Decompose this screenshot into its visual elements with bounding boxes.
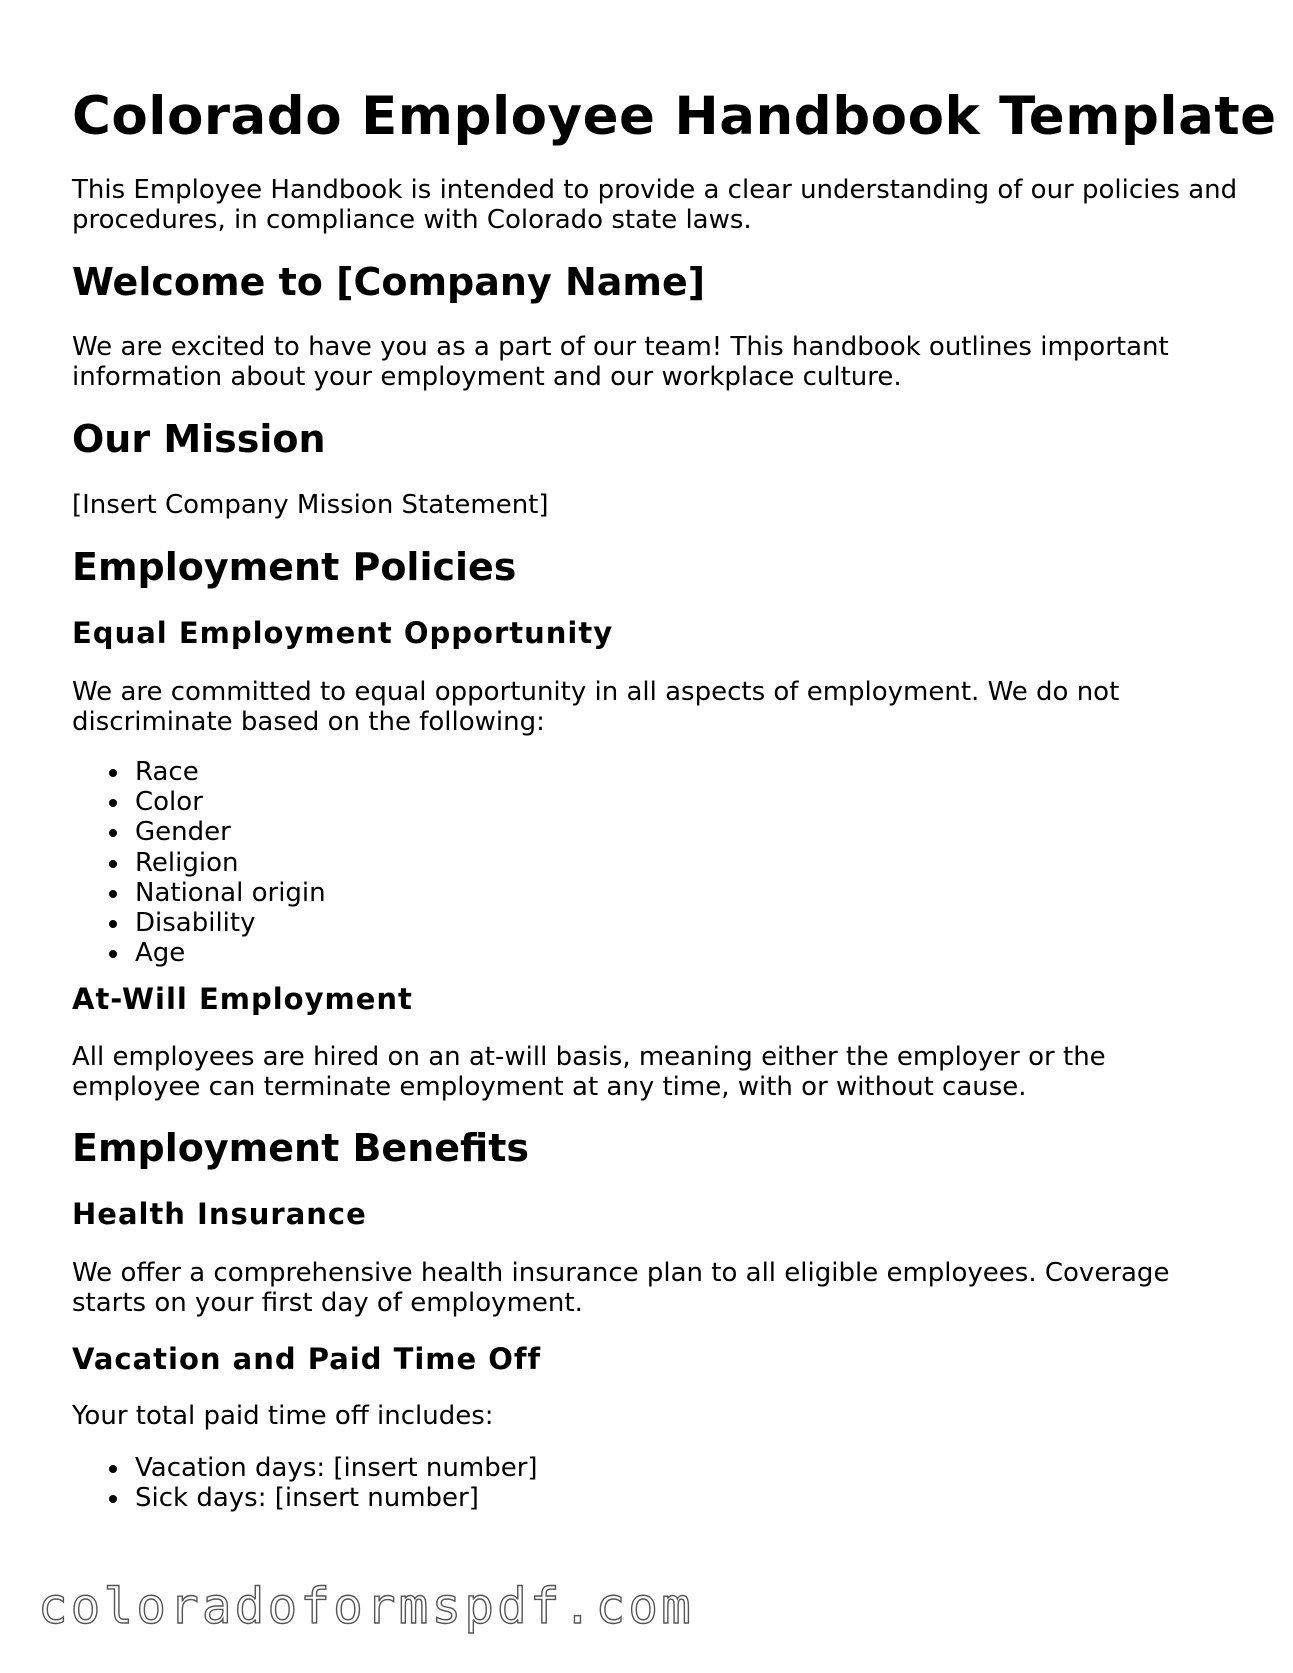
eeo-paragraph: We are committed to equal opportunity in all aspects of employment. We do not discriminate based on the following: (72, 677, 1120, 737)
list-item: Age (72, 938, 326, 968)
pto-list (72, 1453, 538, 1513)
intro-paragraph: This Employee Handbook is intended to provide a clear understanding of our policies and procedures, in compliance with Colorado state laws. (72, 175, 1238, 235)
employment-benefits-heading: Employment Benefits (72, 1126, 529, 1170)
list-item: Race (72, 757, 326, 787)
list-item: National origin (72, 878, 326, 908)
list-item: Disability (72, 908, 326, 938)
health-insurance-heading: Health Insurance (72, 1197, 367, 1231)
at-will-heading: At-Will Employment (72, 982, 413, 1016)
list-item: Color (72, 787, 326, 817)
welcome-heading: Welcome to [Company Name] (72, 260, 706, 304)
list-item: Religion (72, 848, 326, 878)
list-item: Vacation days: [insert number] (72, 1453, 538, 1483)
page-title: Colorado Employee Handbook Template (72, 86, 1277, 147)
list-item: Sick days: [insert number] (72, 1483, 538, 1513)
pto-heading: Vacation and Paid Time Off (72, 1342, 542, 1376)
list-item: Gender (72, 817, 326, 847)
at-will-paragraph: All employees are hired on an at-will basis, meaning either the employer or the employee can terminate employment at any time, with or without cause. (72, 1042, 1106, 1102)
employment-policies-heading: Employment Policies (72, 545, 517, 589)
health-insurance-paragraph: We offer a comprehensive health insurance plan to all eligible employees. Coverage starts on your first day of employment. (72, 1258, 1170, 1318)
watermark: coloradoformspdf.com (38, 1578, 695, 1635)
mission-heading: Our Mission (72, 417, 326, 461)
eeo-list (72, 757, 326, 968)
eeo-heading: Equal Employment Opportunity (72, 616, 614, 650)
mission-paragraph: [Insert Company Mission Statement] (72, 490, 549, 520)
welcome-paragraph: We are excited to have you as a part of our team! This handbook outlines important information about your employment and our workplace culture. (72, 332, 1169, 392)
pto-paragraph: Your total paid time off includes: (72, 1401, 494, 1431)
